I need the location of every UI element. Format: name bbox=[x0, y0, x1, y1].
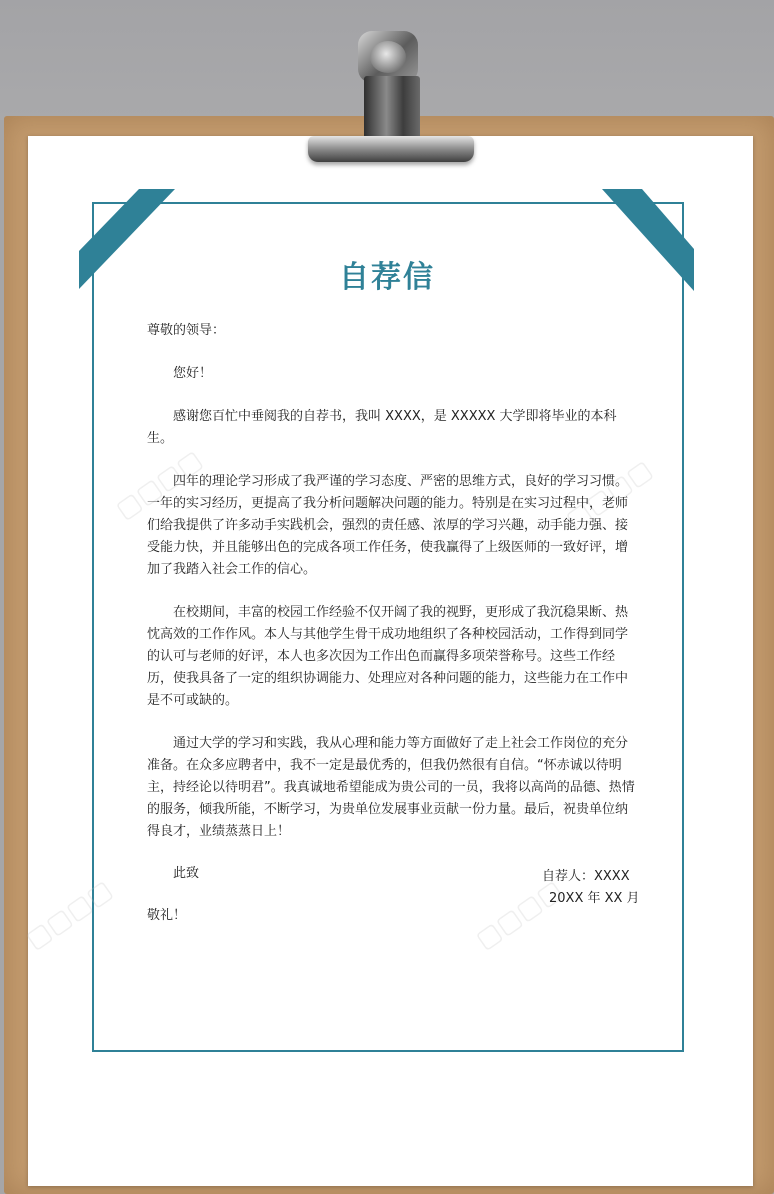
clip-base bbox=[308, 136, 474, 162]
closing-line-1: 此致 bbox=[173, 866, 200, 881]
paragraph-campus: 在校期间，丰富的校园工作经验不仅开阔了我的视野，更形成了我沉稳果断、热忱高效的工作作风。本人与其他学生骨干成功地组织了各种校园活动，工作得到同学的认可与老师的好评，本人也多次因为工作出色而赢得多项荣誉称号。这些工作经历，使我具备了一定的组织协调能力、处理应对各种问题的能力，这些能力在工作中是不可或缺的。 bbox=[147, 605, 629, 708]
watermark-decoration: ▢▢▢▢ bbox=[110, 444, 208, 526]
closing-line-2: 敬礼！ bbox=[147, 908, 187, 923]
watermark-decoration: ▢▢▢▢ bbox=[20, 874, 118, 956]
binder-clip-icon bbox=[300, 28, 480, 178]
letter-body bbox=[147, 320, 637, 927]
letter-date: 20XX 年 XX 月 bbox=[549, 891, 640, 906]
greeting: 您好！ bbox=[173, 366, 213, 381]
watermark-decoration: ▢▢▢▢ bbox=[560, 454, 658, 536]
paragraph-study: 四年的理论学习形成了我严谨的学习态度、严密的思维方式，良好的学习习惯。一年的实习经历，更提高了我分析问题解决问题的能力。特别是在实习过程中，老师们给我提供了许多动手实践机会，强烈的责任感、浓厚的学习兴趣，动手能力强、接受能力快，并且能够出色的完成各项工作任务，使我赢得了上级医师的一致好评，增加了我踏入社会工作的信心。 bbox=[147, 474, 629, 577]
letter-title: 自荐信 bbox=[339, 260, 435, 295]
watermark-decoration: ▢▢▢▢ bbox=[470, 874, 568, 956]
salutation: 尊敬的领导： bbox=[147, 323, 226, 338]
paragraph-intro: 感谢您百忙中垂阅我的自荐书，我叫 XXXX，是 XXXXX 大学即将毕业的本科生。 bbox=[147, 409, 617, 446]
signature: 自荐人：XXXX bbox=[542, 869, 630, 884]
paragraph-conclusion: 通过大学的学习和实践，我从心理和能力等方面做好了走上社会工作岗位的充分准备。在众多应聘者中，我不一定是最优秀的，但我仍然很有自信。“怀赤诚以待明主，持经论以待明君”。我真诚地希望能成为贵公司的一员，我将以高尚的品德、热情的服务，倾我所能，不断学习，为贵单位发展事业贡献一份力量。最后，祝贵单位纳得良才，业绩蒸蒸日上！ bbox=[147, 736, 635, 839]
